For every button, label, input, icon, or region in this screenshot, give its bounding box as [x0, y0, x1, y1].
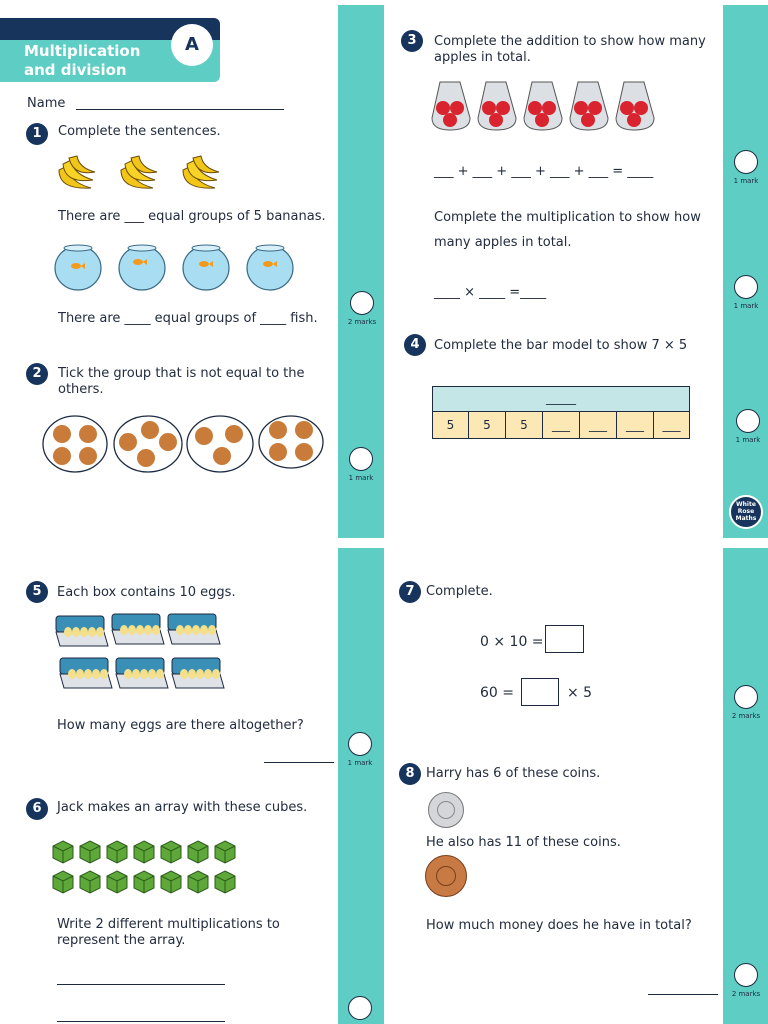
q8-number: 8 [399, 763, 421, 785]
bar-cell: 5 [432, 411, 469, 439]
q2-marks-label: 1 mark [348, 474, 374, 482]
q4-prompt: Complete the bar model to show 7 × 5 [434, 338, 688, 353]
plate-icon[interactable] [259, 416, 323, 468]
name-label: Name [27, 96, 66, 111]
q4-marks-label: 1 mark [735, 436, 761, 444]
q1-number: 1 [26, 123, 48, 145]
q6-prompt: Jack makes an array with these cubes. [57, 800, 308, 815]
q3-mark-circle-2[interactable] [734, 275, 758, 299]
q5-mark-circle[interactable] [348, 732, 372, 756]
q4-mark-circle[interactable] [736, 409, 760, 433]
logo-line2: Rose [737, 508, 755, 515]
q7-number: 7 [399, 581, 421, 603]
q3-mult-line2: many apples in total. [434, 235, 572, 250]
q4-number: 4 [404, 334, 426, 356]
cube-array-image [52, 840, 242, 896]
q8-prompt: Harry has 6 of these coins. [426, 766, 601, 781]
plate-icon[interactable] [43, 416, 107, 472]
apple-bags-image [430, 78, 662, 133]
bar-cell[interactable]: ___ [542, 411, 580, 439]
copper-coin-icon [425, 855, 467, 897]
fishbowl-icon [55, 245, 101, 290]
q3-marks-label-1: 1 mark [733, 177, 759, 185]
egg-box-icon [172, 658, 224, 688]
q2-mark-circle[interactable] [349, 447, 373, 471]
teal-strip-right-top [723, 5, 768, 538]
logo-line3: Maths [735, 515, 757, 522]
fishbowl-icon [183, 245, 229, 290]
egg-box-icon [56, 616, 108, 646]
teal-strip-right-bottom [723, 548, 768, 1024]
q1-sentence2: There are ____ equal groups of ____ fish. [58, 311, 318, 326]
q1-marks-label: 2 marks [347, 318, 377, 326]
egg-box-icon [112, 614, 164, 644]
name-line[interactable] [76, 109, 284, 110]
banana-bunches-image [55, 152, 225, 197]
q3-mark-circle-1[interactable] [734, 150, 758, 174]
apple-bag-icon [432, 82, 470, 130]
bar-cell[interactable]: ___ [579, 411, 617, 439]
logo-line1: White [736, 501, 756, 508]
fishbowl-icon [119, 245, 165, 290]
q5-marks-label: 1 mark [347, 759, 373, 767]
teal-strip-left-bottom [338, 548, 384, 1024]
bar-cell: 5 [505, 411, 543, 439]
q7-answer-box-2[interactable] [521, 678, 559, 706]
q2-prompt-line1: Tick the group that is not equal to the [58, 366, 305, 381]
banana-bunch-icon [59, 156, 95, 188]
q6-number: 6 [26, 798, 48, 820]
q7-answer-box-1[interactable] [545, 625, 584, 653]
q7-prompt: Complete. [426, 584, 493, 599]
q3-marks-label-2: 1 mark [733, 302, 759, 310]
banana-bunch-icon [121, 156, 157, 188]
fishbowl-icon [247, 245, 293, 290]
q6-question-line2: represent the array. [57, 933, 186, 948]
q3-addition[interactable]: ___ + ___ + ___ + ___ + ___ = ____ [434, 164, 654, 179]
q6-question-line1: Write 2 different multiplications to [57, 917, 280, 932]
q3-mult[interactable]: ____ × ____ =____ [434, 285, 547, 300]
header-title-line2: and division [24, 61, 127, 79]
bar-model-total-label: _____ [546, 391, 576, 405]
banana-bunch-icon [183, 156, 219, 188]
q8-marks-label: 2 marks [731, 990, 761, 998]
q7-eq2-right: × 5 [567, 685, 593, 701]
header-badge: A [171, 24, 213, 66]
q7-eq1: 0 × 10 = [480, 634, 544, 650]
apple-bag-icon [570, 82, 608, 130]
q1-sentence1: There are ___ equal groups of 5 bananas. [58, 209, 326, 224]
q8-mark-circle[interactable] [734, 963, 758, 987]
fishbowls-image [54, 240, 304, 292]
q8-answer-line[interactable] [648, 994, 718, 995]
apple-bag-icon [478, 82, 516, 130]
q3-prompt-line2: apples in total. [434, 50, 531, 65]
plate-icon[interactable] [114, 416, 182, 472]
egg-boxes-image [54, 612, 229, 696]
q2-number: 2 [26, 363, 48, 385]
q5-question: How many eggs are there altogether? [57, 718, 304, 733]
q7-mark-circle[interactable] [734, 685, 758, 709]
q6-mark-circle[interactable] [348, 996, 372, 1020]
q5-prompt: Each box contains 10 eggs. [57, 585, 236, 600]
apple-bag-icon [616, 82, 654, 130]
white-rose-maths-logo [729, 495, 763, 529]
egg-box-icon [60, 658, 112, 688]
q7-eq2-left: 60 = [480, 685, 514, 701]
q7-marks-label: 2 marks [731, 712, 761, 720]
cookie-plates-image [42, 414, 326, 474]
q3-mult-line1: Complete the multiplication to show how [434, 210, 701, 225]
apple-bag-icon [524, 82, 562, 130]
bar-cell: 5 [468, 411, 506, 439]
q5-answer-line[interactable] [264, 762, 334, 763]
silver-coin-icon [428, 792, 464, 828]
plate-icon[interactable] [187, 416, 253, 472]
q1-mark-circle[interactable] [350, 291, 374, 315]
header-title-line1: Multiplication [24, 42, 141, 60]
q3-number: 3 [401, 30, 423, 52]
q5-number: 5 [26, 581, 48, 603]
q6-answer-line-2[interactable] [57, 1021, 225, 1022]
q8-question: How much money does he have in total? [426, 918, 692, 933]
bar-cell[interactable]: ___ [616, 411, 654, 439]
bar-cell[interactable]: ___ [653, 411, 690, 439]
q1-prompt: Complete the sentences. [58, 124, 221, 139]
q2-prompt-line2: others. [58, 382, 104, 397]
q6-answer-line-1[interactable] [57, 984, 225, 985]
bar-model-total[interactable] [432, 386, 690, 412]
egg-box-icon [168, 614, 220, 644]
egg-box-icon [116, 658, 168, 688]
q8-line2: He also has 11 of these coins. [426, 835, 621, 850]
q3-prompt-line1: Complete the addition to show how many [434, 34, 706, 49]
